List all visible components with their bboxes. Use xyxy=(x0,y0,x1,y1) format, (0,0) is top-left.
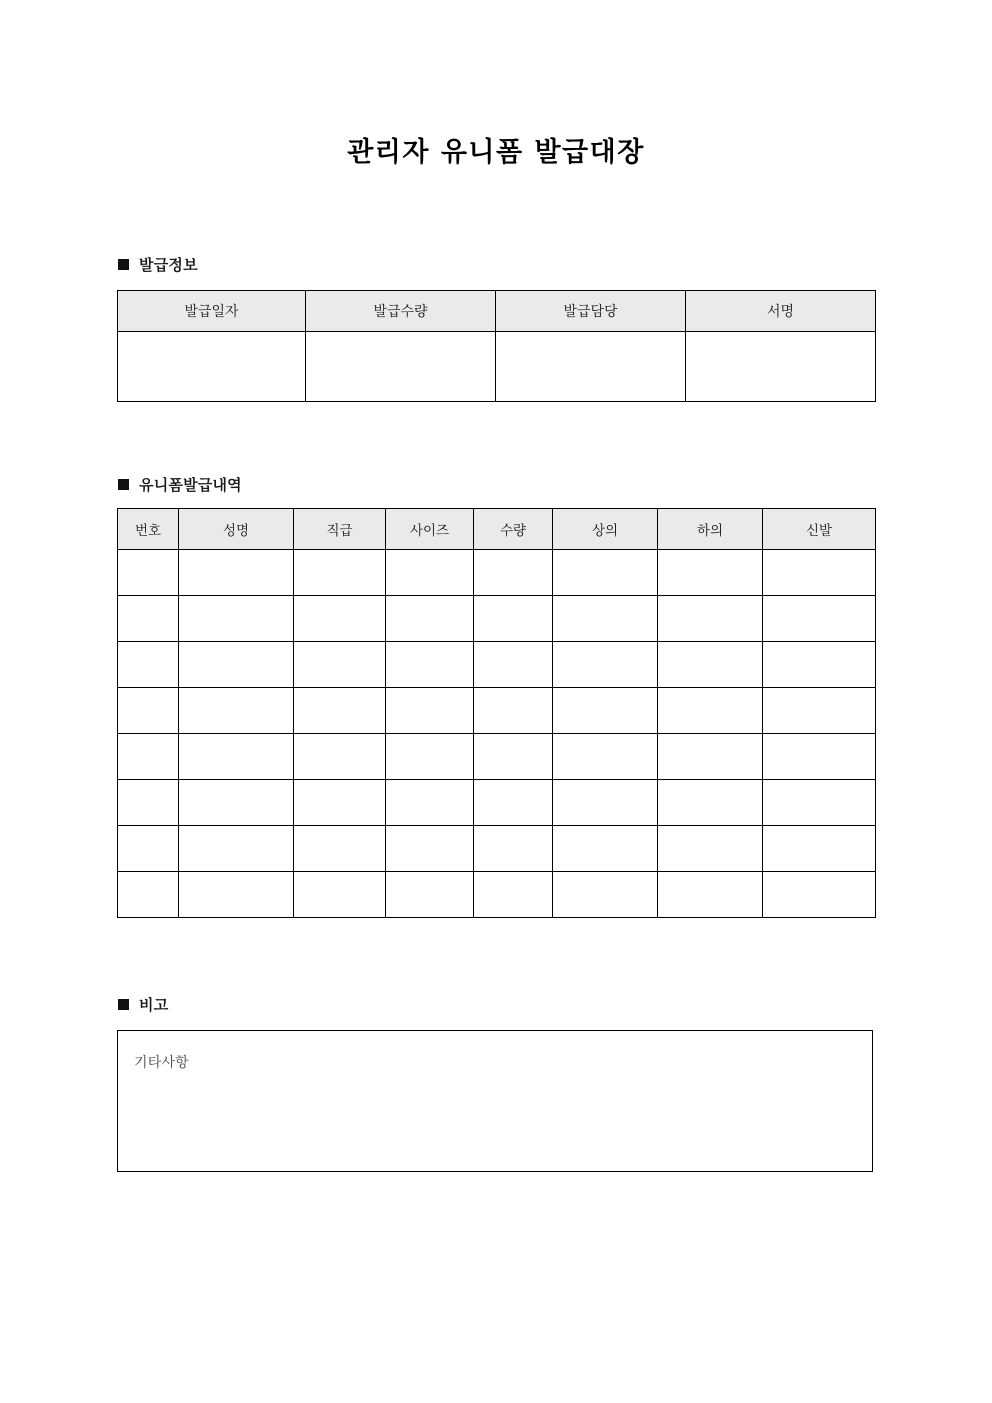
cell-quantity[interactable] xyxy=(474,826,553,872)
section-heading-remarks xyxy=(118,994,168,1015)
table-row xyxy=(118,780,876,826)
cell-shoes[interactable] xyxy=(763,780,876,826)
cell-size[interactable] xyxy=(386,734,474,780)
column-header-bottom: 하의 xyxy=(658,509,763,550)
column-header-top: 상의 xyxy=(553,509,658,550)
table-row xyxy=(118,734,876,780)
table-header-row xyxy=(118,509,876,550)
cell-rank[interactable] xyxy=(294,734,386,780)
square-bullet-icon xyxy=(118,479,129,490)
cell-bottom[interactable] xyxy=(658,596,763,642)
cell-issue-staff[interactable] xyxy=(496,332,686,402)
cell-name[interactable] xyxy=(179,872,294,918)
cell-number[interactable] xyxy=(118,780,179,826)
cell-name[interactable] xyxy=(179,550,294,596)
column-header-name: 성명 xyxy=(179,509,294,550)
cell-rank[interactable] xyxy=(294,826,386,872)
cell-shoes[interactable] xyxy=(763,642,876,688)
cell-top[interactable] xyxy=(553,780,658,826)
cell-top[interactable] xyxy=(553,550,658,596)
cell-issue-quantity[interactable] xyxy=(306,332,496,402)
cell-top[interactable] xyxy=(553,688,658,734)
cell-shoes[interactable] xyxy=(763,826,876,872)
cell-shoes[interactable] xyxy=(763,596,876,642)
section-heading-label: 유니폼발급내역 xyxy=(139,476,242,494)
cell-quantity[interactable] xyxy=(474,872,553,918)
cell-rank[interactable] xyxy=(294,872,386,918)
cell-top[interactable] xyxy=(553,642,658,688)
cell-name[interactable] xyxy=(179,688,294,734)
column-header-issue-staff: 발급담당 xyxy=(496,291,686,332)
column-header-signature: 서명 xyxy=(686,291,876,332)
section-heading-label: 비고 xyxy=(139,996,169,1014)
cell-rank[interactable] xyxy=(294,688,386,734)
column-header-shoes: 신발 xyxy=(763,509,876,550)
cell-rank[interactable] xyxy=(294,550,386,596)
cell-number[interactable] xyxy=(118,642,179,688)
table-row xyxy=(118,642,876,688)
cell-size[interactable] xyxy=(386,826,474,872)
cell-quantity[interactable] xyxy=(474,688,553,734)
table-header-row xyxy=(118,291,876,332)
cell-name[interactable] xyxy=(179,642,294,688)
cell-number[interactable] xyxy=(118,872,179,918)
cell-quantity[interactable] xyxy=(474,734,553,780)
cell-name[interactable] xyxy=(179,780,294,826)
cell-size[interactable] xyxy=(386,596,474,642)
column-header-rank: 직급 xyxy=(294,509,386,550)
column-header-number: 번호 xyxy=(118,509,179,550)
cell-number[interactable] xyxy=(118,550,179,596)
cell-rank[interactable] xyxy=(294,642,386,688)
square-bullet-icon xyxy=(118,259,129,270)
column-header-quantity: 수량 xyxy=(474,509,553,550)
cell-signature[interactable] xyxy=(686,332,876,402)
cell-quantity[interactable] xyxy=(474,642,553,688)
cell-name[interactable] xyxy=(179,826,294,872)
cell-bottom[interactable] xyxy=(658,734,763,780)
section-heading-uniform-list xyxy=(118,474,242,495)
cell-top[interactable] xyxy=(553,734,658,780)
cell-size[interactable] xyxy=(386,688,474,734)
cell-size[interactable] xyxy=(386,642,474,688)
cell-name[interactable] xyxy=(179,596,294,642)
table-row xyxy=(118,826,876,872)
cell-quantity[interactable] xyxy=(474,550,553,596)
page-title: 관리자 유니폼 발급대장 xyxy=(347,137,645,168)
uniform-list-table xyxy=(117,508,876,918)
column-header-size: 사이즈 xyxy=(386,509,474,550)
cell-quantity[interactable] xyxy=(474,780,553,826)
cell-size[interactable] xyxy=(386,780,474,826)
table-row xyxy=(118,872,876,918)
column-header-issue-date: 발급일자 xyxy=(118,291,306,332)
section-heading-issue-info xyxy=(118,254,198,275)
cell-number[interactable] xyxy=(118,596,179,642)
cell-shoes[interactable] xyxy=(763,872,876,918)
cell-bottom[interactable] xyxy=(658,872,763,918)
remarks-placeholder-text: 기타사항 xyxy=(134,1055,189,1071)
table-row xyxy=(118,332,876,402)
cell-shoes[interactable] xyxy=(763,550,876,596)
cell-top[interactable] xyxy=(553,872,658,918)
cell-shoes[interactable] xyxy=(763,688,876,734)
cell-bottom[interactable] xyxy=(658,688,763,734)
cell-bottom[interactable] xyxy=(658,550,763,596)
cell-rank[interactable] xyxy=(294,780,386,826)
table-row xyxy=(118,550,876,596)
cell-top[interactable] xyxy=(553,826,658,872)
cell-number[interactable] xyxy=(118,688,179,734)
table-row xyxy=(118,688,876,734)
cell-issue-date[interactable] xyxy=(118,332,306,402)
square-bullet-icon xyxy=(118,999,129,1010)
cell-bottom[interactable] xyxy=(658,642,763,688)
remarks-box[interactable] xyxy=(117,1030,873,1172)
cell-quantity[interactable] xyxy=(474,596,553,642)
cell-number[interactable] xyxy=(118,734,179,780)
cell-bottom[interactable] xyxy=(658,780,763,826)
table-row xyxy=(118,596,876,642)
column-header-issue-quantity: 발급수량 xyxy=(306,291,496,332)
issue-info-table xyxy=(117,290,876,402)
cell-number[interactable] xyxy=(118,826,179,872)
cell-name[interactable] xyxy=(179,734,294,780)
cell-rank[interactable] xyxy=(294,596,386,642)
cell-bottom[interactable] xyxy=(658,826,763,872)
cell-size[interactable] xyxy=(386,550,474,596)
cell-shoes[interactable] xyxy=(763,734,876,780)
cell-top[interactable] xyxy=(553,596,658,642)
cell-size[interactable] xyxy=(386,872,474,918)
section-heading-label: 발급정보 xyxy=(139,256,198,274)
